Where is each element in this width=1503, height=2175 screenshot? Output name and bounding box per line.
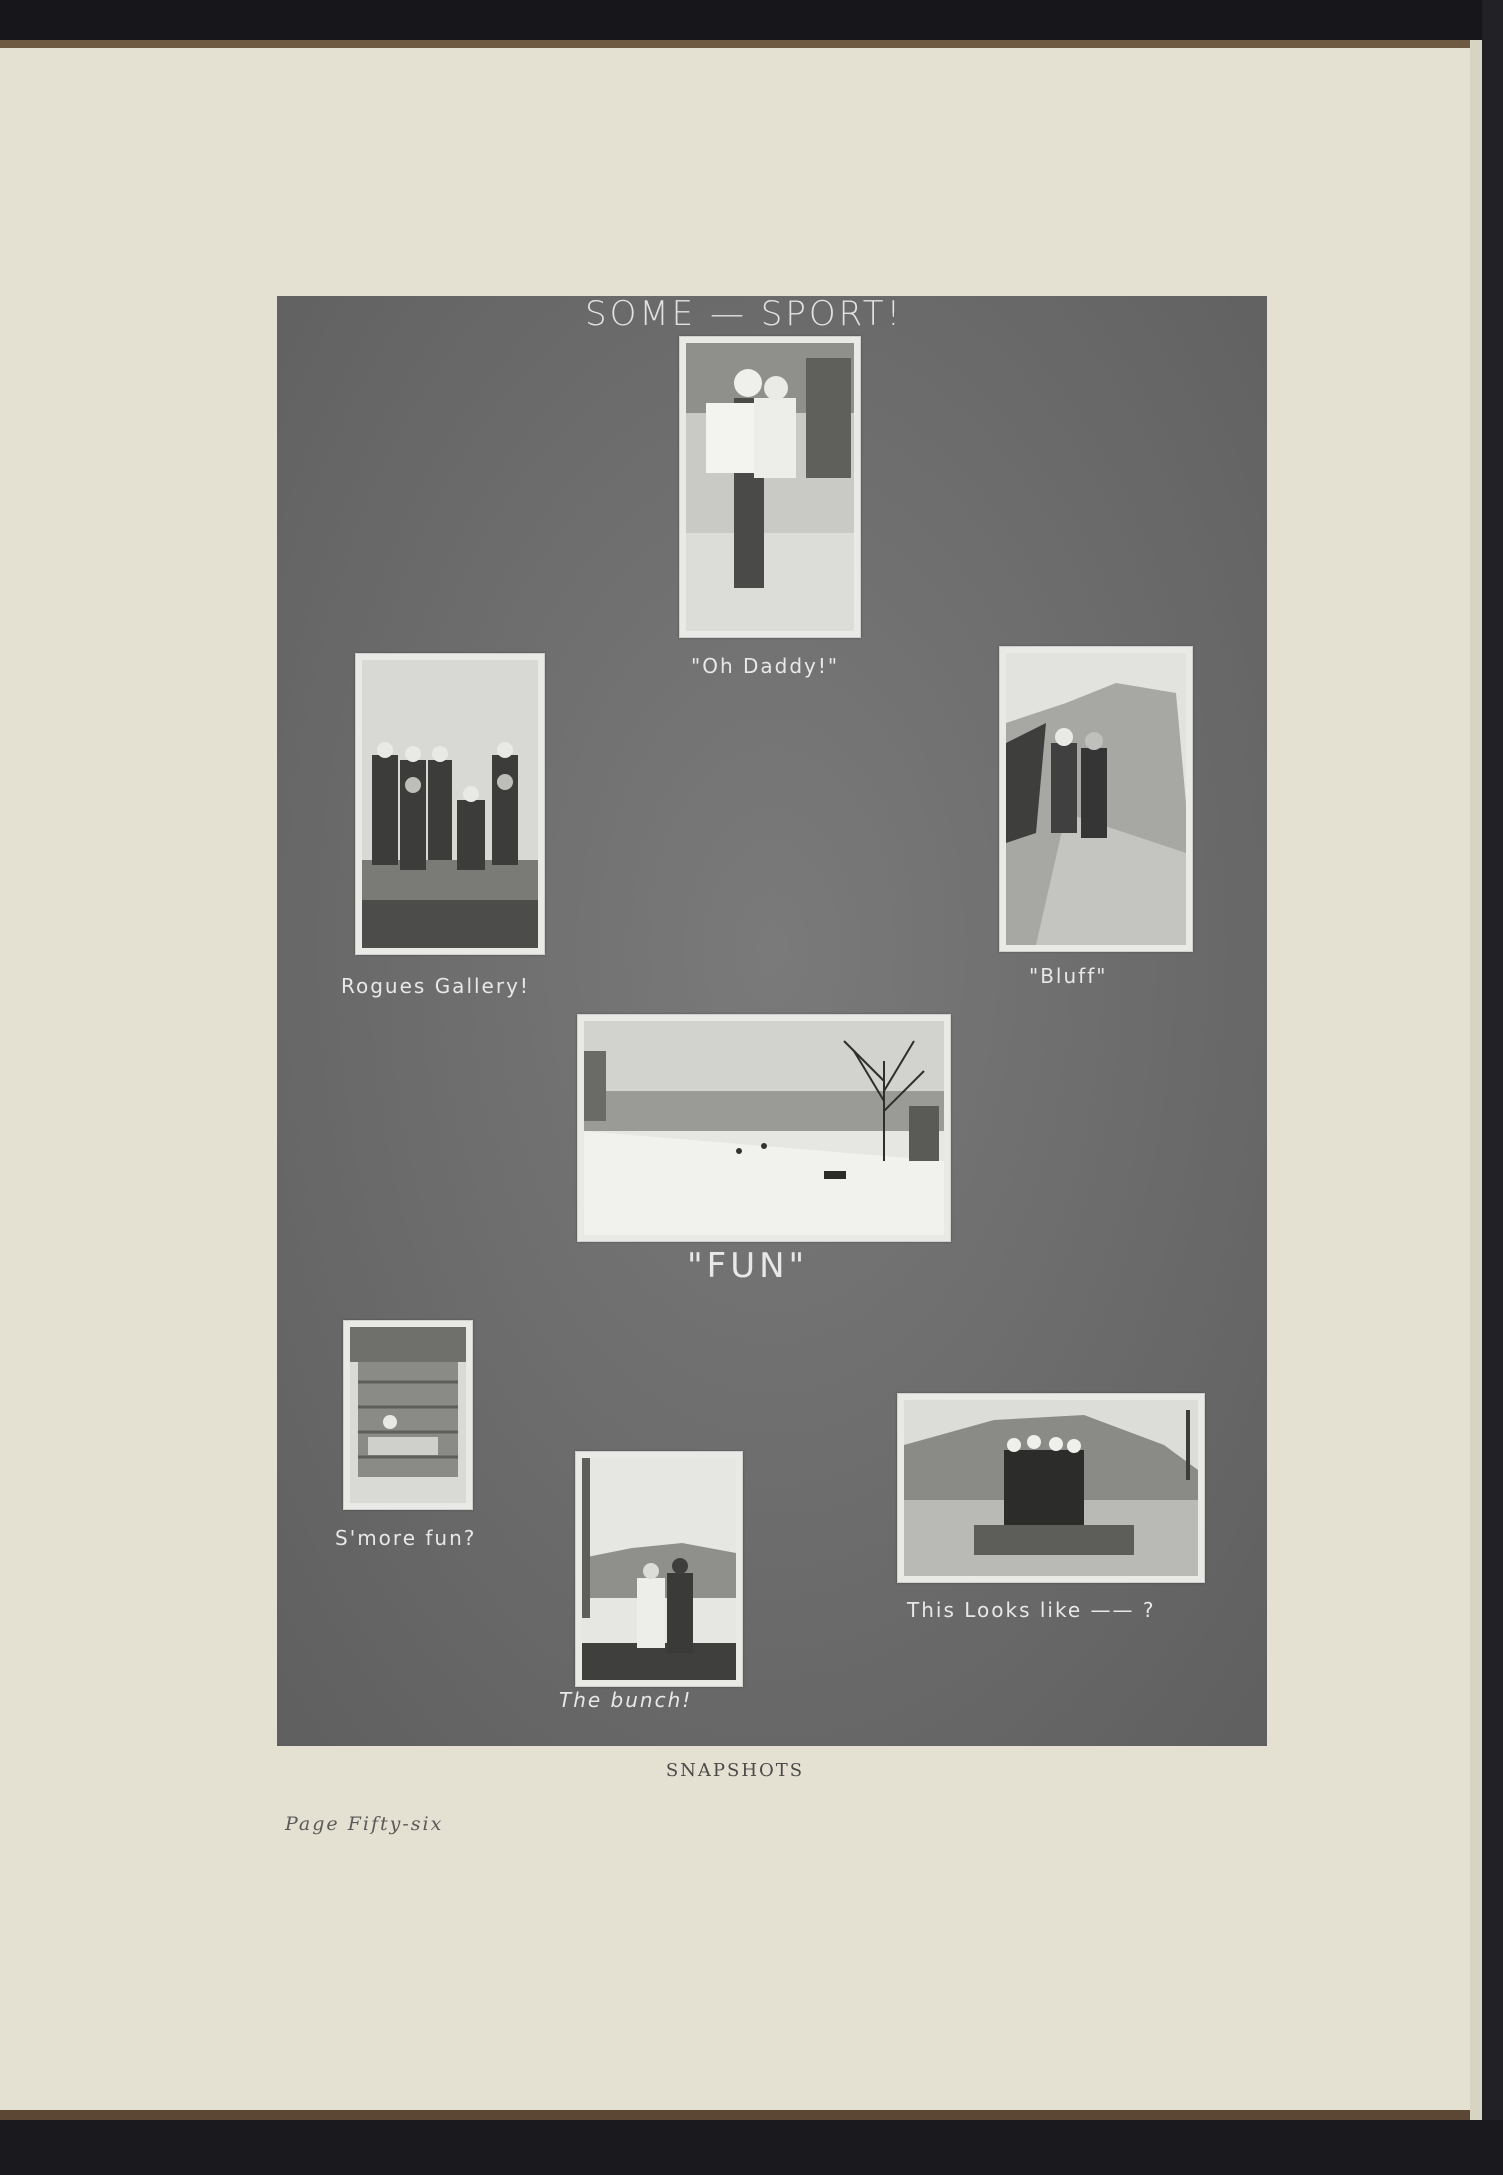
photo-oh-daddy-image — [686, 343, 854, 631]
caption-oh-daddy: "Oh Daddy!" — [691, 654, 840, 678]
book-spine — [1482, 0, 1503, 2175]
caption-this-looks-like: This Looks like —— ? — [907, 1598, 1156, 1622]
page-number: Page Fifty-six — [285, 1813, 444, 1835]
photo-bluff — [999, 646, 1193, 952]
scan-bottom-edge — [0, 2120, 1503, 2175]
photo-the-bunch — [575, 1451, 743, 1687]
caption-rogues-gallery: Rogues Gallery! — [341, 974, 530, 998]
photo-fun-image — [584, 1021, 944, 1235]
photo-collage-plate — [277, 296, 1267, 1746]
caption-fun: "FUN" — [687, 1246, 809, 1286]
photo-bluff-image — [1006, 653, 1186, 945]
caption-smore-fun: S'more fun? — [335, 1526, 477, 1550]
photo-smore-fun-image — [350, 1327, 466, 1503]
caption-the-bunch: The bunch! — [559, 1688, 693, 1712]
photo-rogues-gallery — [355, 653, 545, 955]
photo-the-bunch-image — [582, 1458, 736, 1680]
page-edge — [1470, 40, 1482, 2120]
photo-rogues-gallery-image — [362, 660, 538, 948]
caption-bluff: "Bluff" — [1029, 964, 1108, 988]
photo-fun — [577, 1014, 951, 1242]
photo-this-looks-like — [897, 1393, 1205, 1583]
photo-this-looks-like-image — [904, 1400, 1198, 1576]
photo-smore-fun — [343, 1320, 473, 1510]
collage-heading: SOME — SPORT! — [585, 294, 904, 334]
photo-oh-daddy — [679, 336, 861, 638]
plate-caption: SNAPSHOTS — [665, 1760, 805, 1781]
